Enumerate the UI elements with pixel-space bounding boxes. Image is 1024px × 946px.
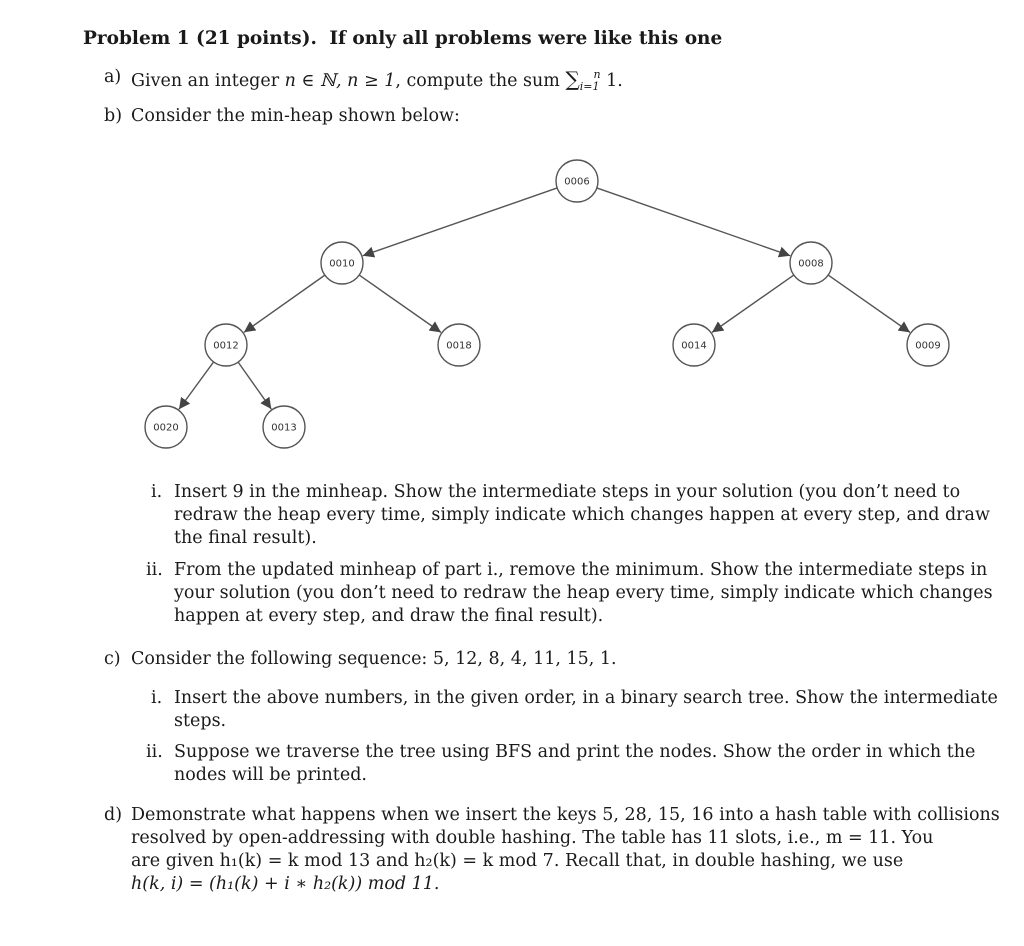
part-c-ii-marker: ii. — [146, 742, 163, 762]
part-b-intro: Consider the min-heap shown below: — [131, 106, 460, 126]
part-c-intro: Consider the following sequence: 5, 12, 8, 4, 11, 15, 1. — [131, 649, 617, 669]
heap-node-label: 0006 — [564, 176, 590, 188]
part-b-i-marker: i. — [151, 482, 163, 502]
heap-node-label: 0013 — [271, 422, 297, 434]
heap-node-0009 — [907, 324, 949, 366]
heap-node-label: 0018 — [446, 340, 472, 352]
heap-node-0013 — [263, 406, 305, 448]
heap-node-label: 0020 — [153, 422, 179, 434]
part-a-text-before: Given an integer — [131, 71, 285, 91]
heap-node-0020 — [145, 406, 187, 448]
heap-node-label: 0009 — [915, 340, 941, 352]
part-d-line2: resolved by open-addressing with double hashing. The table has 11 slots, i.e., m = 11. You — [131, 828, 934, 848]
heap-edge-0012-0013 — [238, 362, 271, 409]
part-b-i-line3: the final result). — [174, 528, 317, 548]
heap-node-0012 — [205, 324, 247, 366]
part-c-i-line2: steps. — [174, 711, 227, 731]
part-b-marker: b) — [104, 106, 123, 126]
heap-edge-0012-0020 — [179, 362, 214, 409]
part-b-ii-line3: happen at every step, and draw the final result). — [174, 606, 604, 626]
part-b-ii-line1: From the updated minheap of part i., remove the minimum. Show the intermediate steps in — [174, 560, 988, 580]
heap-edge-0008-0009 — [828, 275, 910, 332]
heap-node-label: 0008 — [798, 258, 824, 270]
sum-upper-bound: n — [593, 68, 601, 81]
heap-edge-0010-0018 — [359, 275, 441, 332]
heap-node-0008 — [790, 242, 832, 284]
part-d-line3: are given h₁(k) = k mod 13 and h₂(k) = k mod 7. Recall that, in double hashing, we use — [131, 851, 904, 871]
part-c-i-marker: i. — [151, 688, 163, 708]
heap-node-label: 0014 — [681, 340, 707, 352]
heap-node-label: 0010 — [329, 258, 355, 270]
heap-node-0014 — [673, 324, 715, 366]
part-b-ii-line2: your solution (you don’t need to redraw the heap every time, simply indicate which changes — [174, 583, 993, 603]
part-c-ii-line1: Suppose we traverse the tree using BFS and print the nodes. Show the order in which the — [174, 742, 976, 762]
problem-subtitle: If only all problems were like this one — [329, 28, 723, 49]
part-b-ii-marker: ii. — [146, 560, 163, 580]
heap-node-0006 — [556, 160, 598, 202]
part-d-line1: Demonstrate what happens when we insert the keys 5, 28, 15, 16 into a hash table with collisions — [131, 805, 1000, 825]
part-b-i-line2: redraw the heap every time, simply indicate which changes happen at every step, and draw — [174, 505, 990, 525]
part-c-marker: c) — [104, 649, 121, 669]
part-a-marker: a) — [104, 67, 122, 87]
heap-edge-0006-0010 — [363, 188, 557, 256]
part-c-ii-line2: nodes will be printed. — [174, 765, 367, 785]
heap-edge-0010-0012 — [244, 275, 325, 332]
heap-node-0018 — [438, 324, 480, 366]
part-d-marker: d) — [104, 805, 123, 825]
heap-edges — [179, 188, 910, 409]
sum-lower-bound: i=1 — [579, 80, 600, 93]
heap-edge-0008-0014 — [712, 275, 794, 332]
heap-nodes — [145, 160, 949, 448]
sum-symbol: ∑ — [565, 67, 580, 91]
part-c-i-line1: Insert the above numbers, in the given order, in a binary search tree. Show the intermediate — [174, 688, 998, 708]
min-heap-diagram — [0, 0, 1024, 470]
part-a-text-mid: , compute the sum — [395, 71, 566, 91]
heap-node-label: 0012 — [213, 340, 239, 352]
part-d-line4: h(k, i) = (h₁(k) + i ∗ h₂(k)) mod 11. — [131, 874, 440, 894]
heap-node-0010 — [321, 242, 363, 284]
heap-edge-0006-0008 — [597, 188, 790, 256]
part-a-condition: n ∈ ℕ, n ≥ 1 — [284, 71, 396, 91]
sum-term: 1. — [606, 71, 623, 91]
problem-label: Problem 1 (21 points). — [83, 28, 317, 49]
part-b-i-line1: Insert 9 in the minheap. Show the intermediate steps in your solution (you don’t need to — [174, 482, 961, 502]
